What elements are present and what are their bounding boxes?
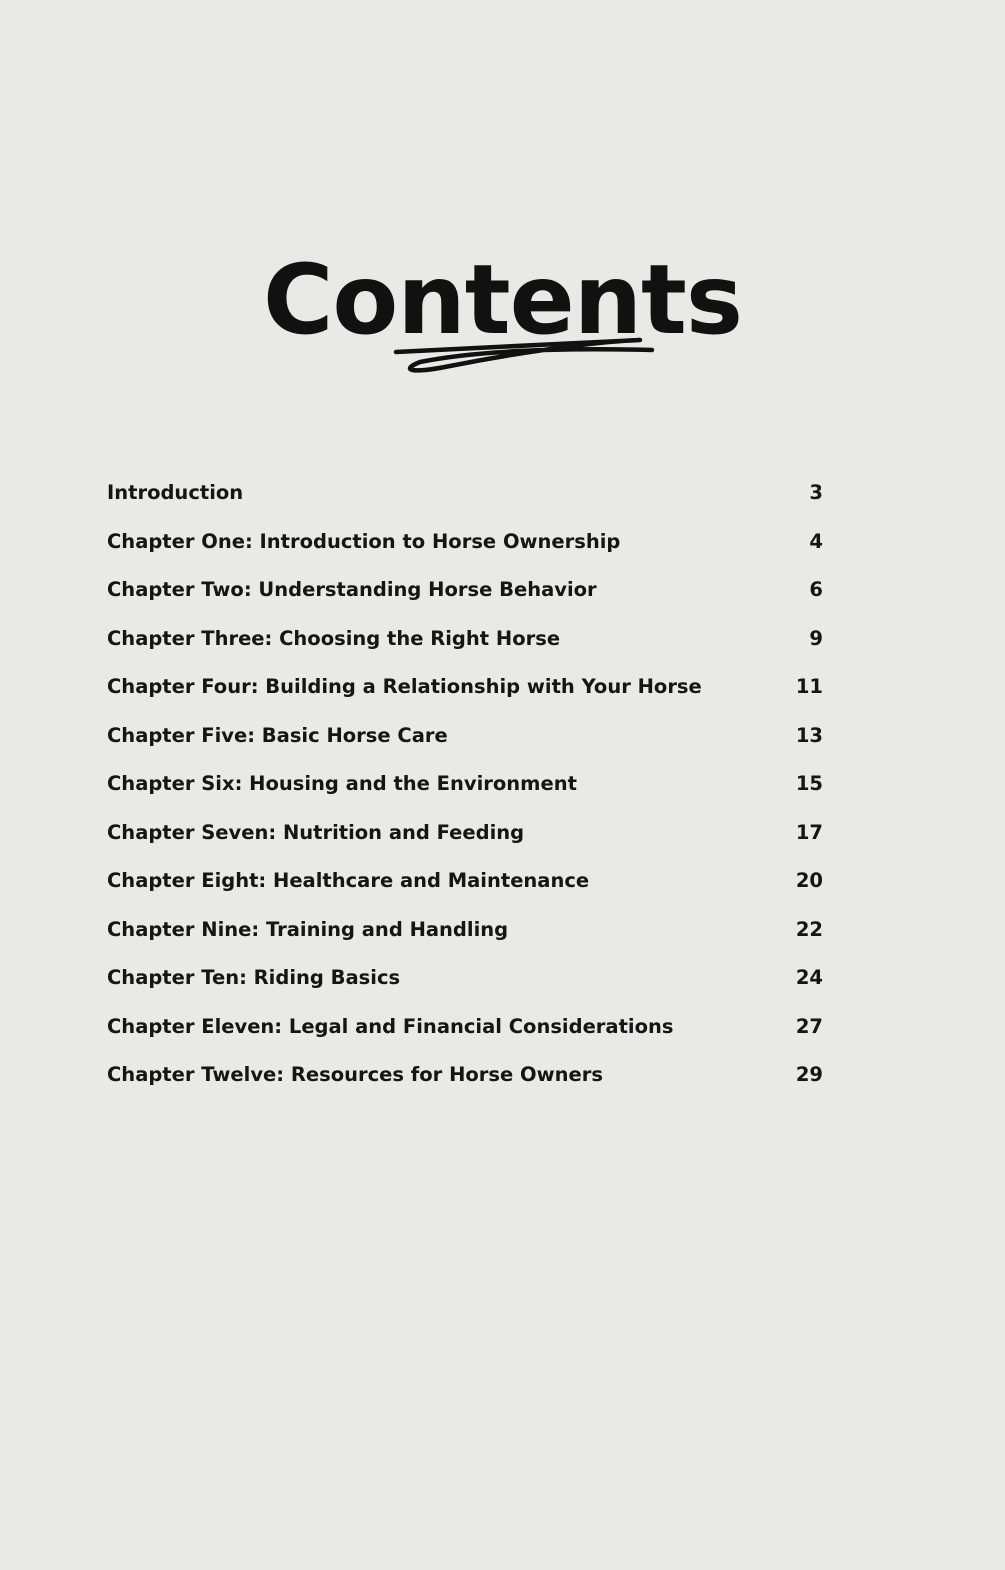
toc-entry[interactable] — [107, 476, 823, 525]
toc-entry-page: 24 — [795, 966, 823, 989]
toc-entry[interactable] — [107, 719, 823, 768]
toc-entry[interactable] — [107, 1058, 823, 1107]
toc-entry-page: 4 — [809, 529, 823, 553]
toc-entry-title: Chapter Seven: Nutrition and Feeding — [107, 820, 525, 844]
toc-entry[interactable] — [107, 913, 823, 962]
title-block — [0, 240, 1005, 400]
toc-entry-title: Chapter Two: Understanding Horse Behavior — [107, 578, 597, 601]
scribble-underline-icon — [390, 330, 660, 390]
toc-entry[interactable] — [107, 767, 823, 816]
table-of-contents — [107, 476, 823, 1107]
toc-entry[interactable] — [107, 622, 823, 671]
toc-entry-page: 29 — [795, 1063, 823, 1086]
toc-entry[interactable] — [107, 864, 823, 913]
toc-entry[interactable] — [107, 961, 823, 1010]
toc-entry-page: 13 — [795, 723, 823, 747]
toc-entry-title: Chapter Eight: Healthcare and Maintenance — [107, 869, 590, 892]
toc-entry-page: 27 — [795, 1014, 823, 1038]
toc-entry[interactable] — [107, 1010, 823, 1059]
toc-entry[interactable] — [107, 816, 823, 865]
toc-entry-page: 6 — [809, 578, 823, 601]
toc-entry-title: Chapter Eleven: Legal and Financial Considerations — [107, 1014, 674, 1038]
toc-entry-title: Chapter Six: Housing and the Environment — [107, 772, 577, 795]
toc-entry[interactable] — [107, 573, 823, 622]
toc-entry-title: Chapter One: Introduction to Horse Ownership — [107, 529, 621, 553]
toc-entry[interactable] — [107, 670, 823, 719]
toc-entry-title: Chapter Three: Choosing the Right Horse — [107, 626, 561, 650]
toc-entry-page: 3 — [809, 481, 823, 504]
toc-entry-page: 17 — [795, 820, 823, 844]
toc-entry-page: 11 — [795, 675, 823, 698]
toc-entry-title: Chapter Five: Basic Horse Care — [107, 723, 448, 747]
toc-entry-title: Chapter Ten: Riding Basics — [107, 966, 401, 989]
toc-entry-title: Chapter Twelve: Resources for Horse Owners — [107, 1063, 603, 1086]
toc-entry-title: Introduction — [107, 481, 244, 504]
toc-entry-page: 22 — [795, 917, 823, 941]
toc-entry[interactable] — [107, 525, 823, 574]
page-title: Contents — [262, 244, 743, 356]
toc-entry-title: Chapter Nine: Training and Handling — [107, 917, 509, 941]
toc-entry-page: 15 — [795, 772, 823, 795]
toc-entry-page: 9 — [809, 626, 823, 650]
toc-entry-title: Chapter Four: Building a Relationship with Your Horse — [107, 675, 702, 698]
toc-entry-page: 20 — [795, 869, 823, 892]
